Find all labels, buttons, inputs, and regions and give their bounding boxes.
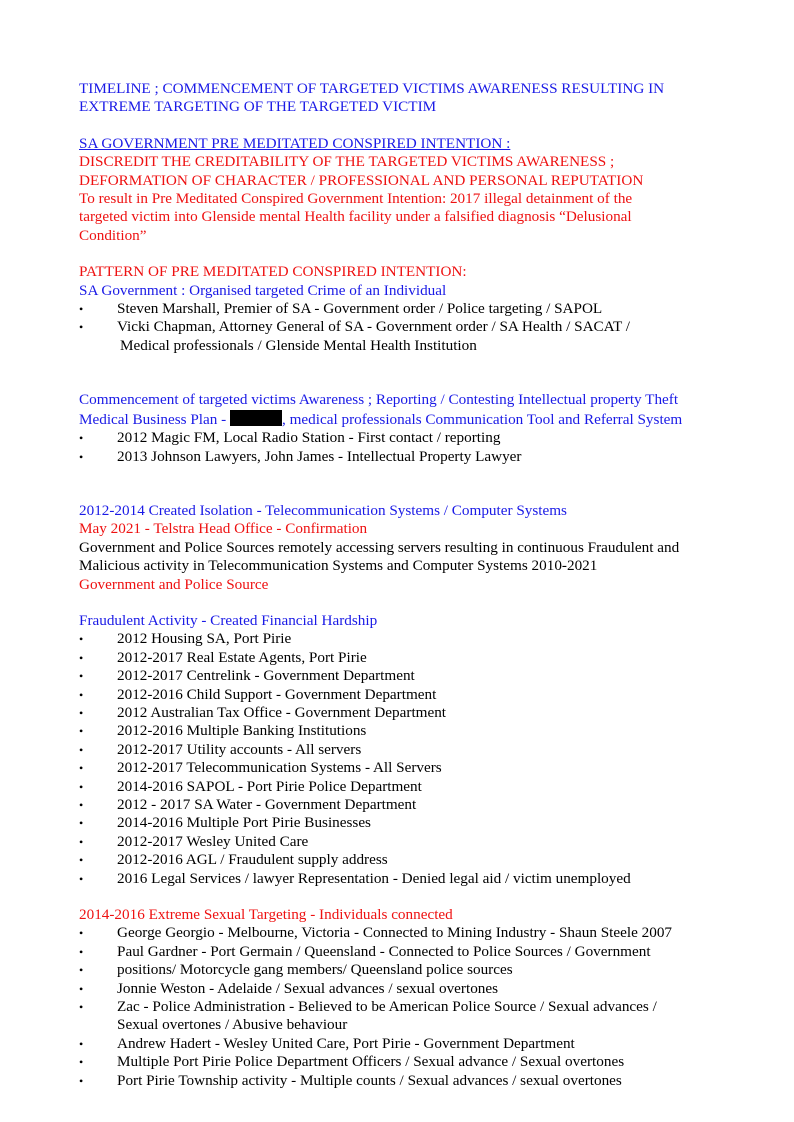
redaction-block <box>230 410 282 426</box>
list-item: • Andrew Hadert - Wesley United Care, Port Pirie - Government Department <box>79 1035 719 1053</box>
text-fragment: , medical professionals Communication Tool and Referral System <box>282 410 683 428</box>
bullet-list <box>79 924 719 1090</box>
list-item: • 2012-2016 Child Support - Government Department <box>79 686 719 704</box>
list-item: • 2012-2017 Telecommunication Systems - All Servers <box>79 759 719 777</box>
section-subtitle: SA Government : Organised targeted Crime of an Individual <box>79 281 447 299</box>
list-item: • 2012 Australian Tax Office - Government Department <box>79 704 719 722</box>
list-item: • 2012-2017 Wesley United Care <box>79 833 719 851</box>
list-item: • 2014-2016 Multiple Port Pirie Businesses <box>79 814 719 832</box>
commencement-section <box>79 391 719 466</box>
isolation-section <box>79 502 719 594</box>
body-line: Malicious activity in Telecommunication Systems and Computer Systems 2010-2021 <box>79 557 598 575</box>
body-line: Government and Police Sources remotely accessing servers resulting in continuous Fraudulent and <box>79 538 680 556</box>
heading-line: EXTREME TARGETING OF THE TARGETED VICTIM <box>79 98 437 116</box>
list-item-continuation: Medical professionals / Glenside Mental Health Institution <box>120 336 477 354</box>
section-title: Fraudulent Activity - Created Financial Hardship <box>79 611 378 629</box>
list-item: • positions/ Motorcycle gang members/ Queensland police sources <box>79 961 719 979</box>
bullet-list <box>79 630 719 888</box>
section-title: 2012-2014 Created Isolation - Telecommunication Systems / Computer Systems <box>79 501 567 519</box>
heading-line: TIMELINE ; COMMENCEMENT OF TARGETED VICTIMS AWARENESS RESULTING IN <box>79 80 665 97</box>
list-item-continuation: Sexual overtones / Abusive behaviour <box>117 1016 348 1034</box>
list-item: • 2013 Johnson Lawyers, John James - Intellectual Property Lawyer <box>79 448 719 466</box>
list-item: • 2012 Housing SA, Port Pirie <box>79 630 719 648</box>
list-item: • 2012 - 2017 SA Water - Government Department <box>79 796 719 814</box>
text-line: DEFORMATION OF CHARACTER / PROFESSIONAL AND PERSONAL REPUTATION <box>79 171 644 189</box>
text-line: targeted victim into Glenside mental Health facility under a falsified diagnosis “Delusional <box>79 208 632 226</box>
text-line: DISCREDIT THE CREDITABILITY OF THE TARGETED VICTIMS AWARENESS ; <box>79 153 615 171</box>
list-item: • 2016 Legal Services / lawyer Representation - Denied legal aid / victim unemployed <box>79 870 719 888</box>
list-item: • Paul Gardner - Port Germain / Queensland - Connected to Police Sources / Government <box>79 943 719 961</box>
list-item-text: • Zac - Police Administration - Believed to be American Police Source / Sexual advances / <box>117 998 657 1016</box>
list-item: • Steven Marshall, Premier of SA - Government order / Police targeting / SAPOL <box>79 300 719 318</box>
section-title: SA GOVERNMENT PRE MEDITATED CONSPIRED INTENTION : <box>79 134 511 152</box>
list-item: • George Georgio - Melbourne, Victoria - Connected to Mining Industry - Shaun Steele 2007 <box>79 924 719 942</box>
pattern-section <box>79 263 719 355</box>
section-title: PATTERN OF PRE MEDITATED CONSPIRED INTENTION: <box>79 263 467 281</box>
list-item: • Port Pirie Township activity - Multiple counts / Sexual advances / sexual overtones <box>79 1072 719 1090</box>
sexual-targeting-section <box>79 906 719 1090</box>
list-item: • 2014-2016 SAPOL - Port Pirie Police Department <box>79 778 719 796</box>
bullet-list <box>79 300 719 337</box>
text-fragment: Medical Business Plan - <box>79 410 231 428</box>
confirmation-line: May 2021 - Telstra Head Office - Confirmation <box>79 520 368 538</box>
list-item: • 2012-2016 Multiple Banking Institutions <box>79 722 719 740</box>
list-item: • 2012-2017 Centrelink - Government Department <box>79 667 719 685</box>
list-item: • Multiple Port Pirie Police Department Officers / Sexual advance / Sexual overtones <box>79 1053 719 1071</box>
text-line: Condition” <box>79 226 147 244</box>
timeline-heading <box>79 80 719 117</box>
text-line: To result in Pre Meditated Conspired Government Intention: 2017 illegal detainment of the <box>79 190 633 208</box>
list-item: • 2012-2017 Utility accounts - All servers <box>79 741 719 759</box>
section-title-line2 <box>79 410 719 429</box>
section-title: Commencement of targeted victims Awareness ; Reporting / Contesting Intellectual property Theft <box>79 391 679 409</box>
list-item: • 2012 Magic FM, Local Radio Station - First contact / reporting <box>79 429 719 447</box>
section-title: 2014-2016 Extreme Sexual Targeting - Individuals connected <box>79 906 453 924</box>
sa-government-section <box>79 135 719 245</box>
list-item: • Vicki Chapman, Attorney General of SA - Government order / SA Health / SACAT / <box>79 318 719 336</box>
bullet-list <box>79 429 719 466</box>
list-item: • 2012-2016 AGL / Fraudulent supply address <box>79 851 719 869</box>
fraud-section <box>79 612 719 888</box>
source-line: Government and Police Source <box>79 575 269 593</box>
document-page <box>79 80 719 1090</box>
list-item: • 2012-2017 Real Estate Agents, Port Pirie <box>79 649 719 667</box>
list-item: • Jonnie Weston - Adelaide / Sexual advances / sexual overtones <box>79 980 719 998</box>
list-item <box>79 998 719 1035</box>
